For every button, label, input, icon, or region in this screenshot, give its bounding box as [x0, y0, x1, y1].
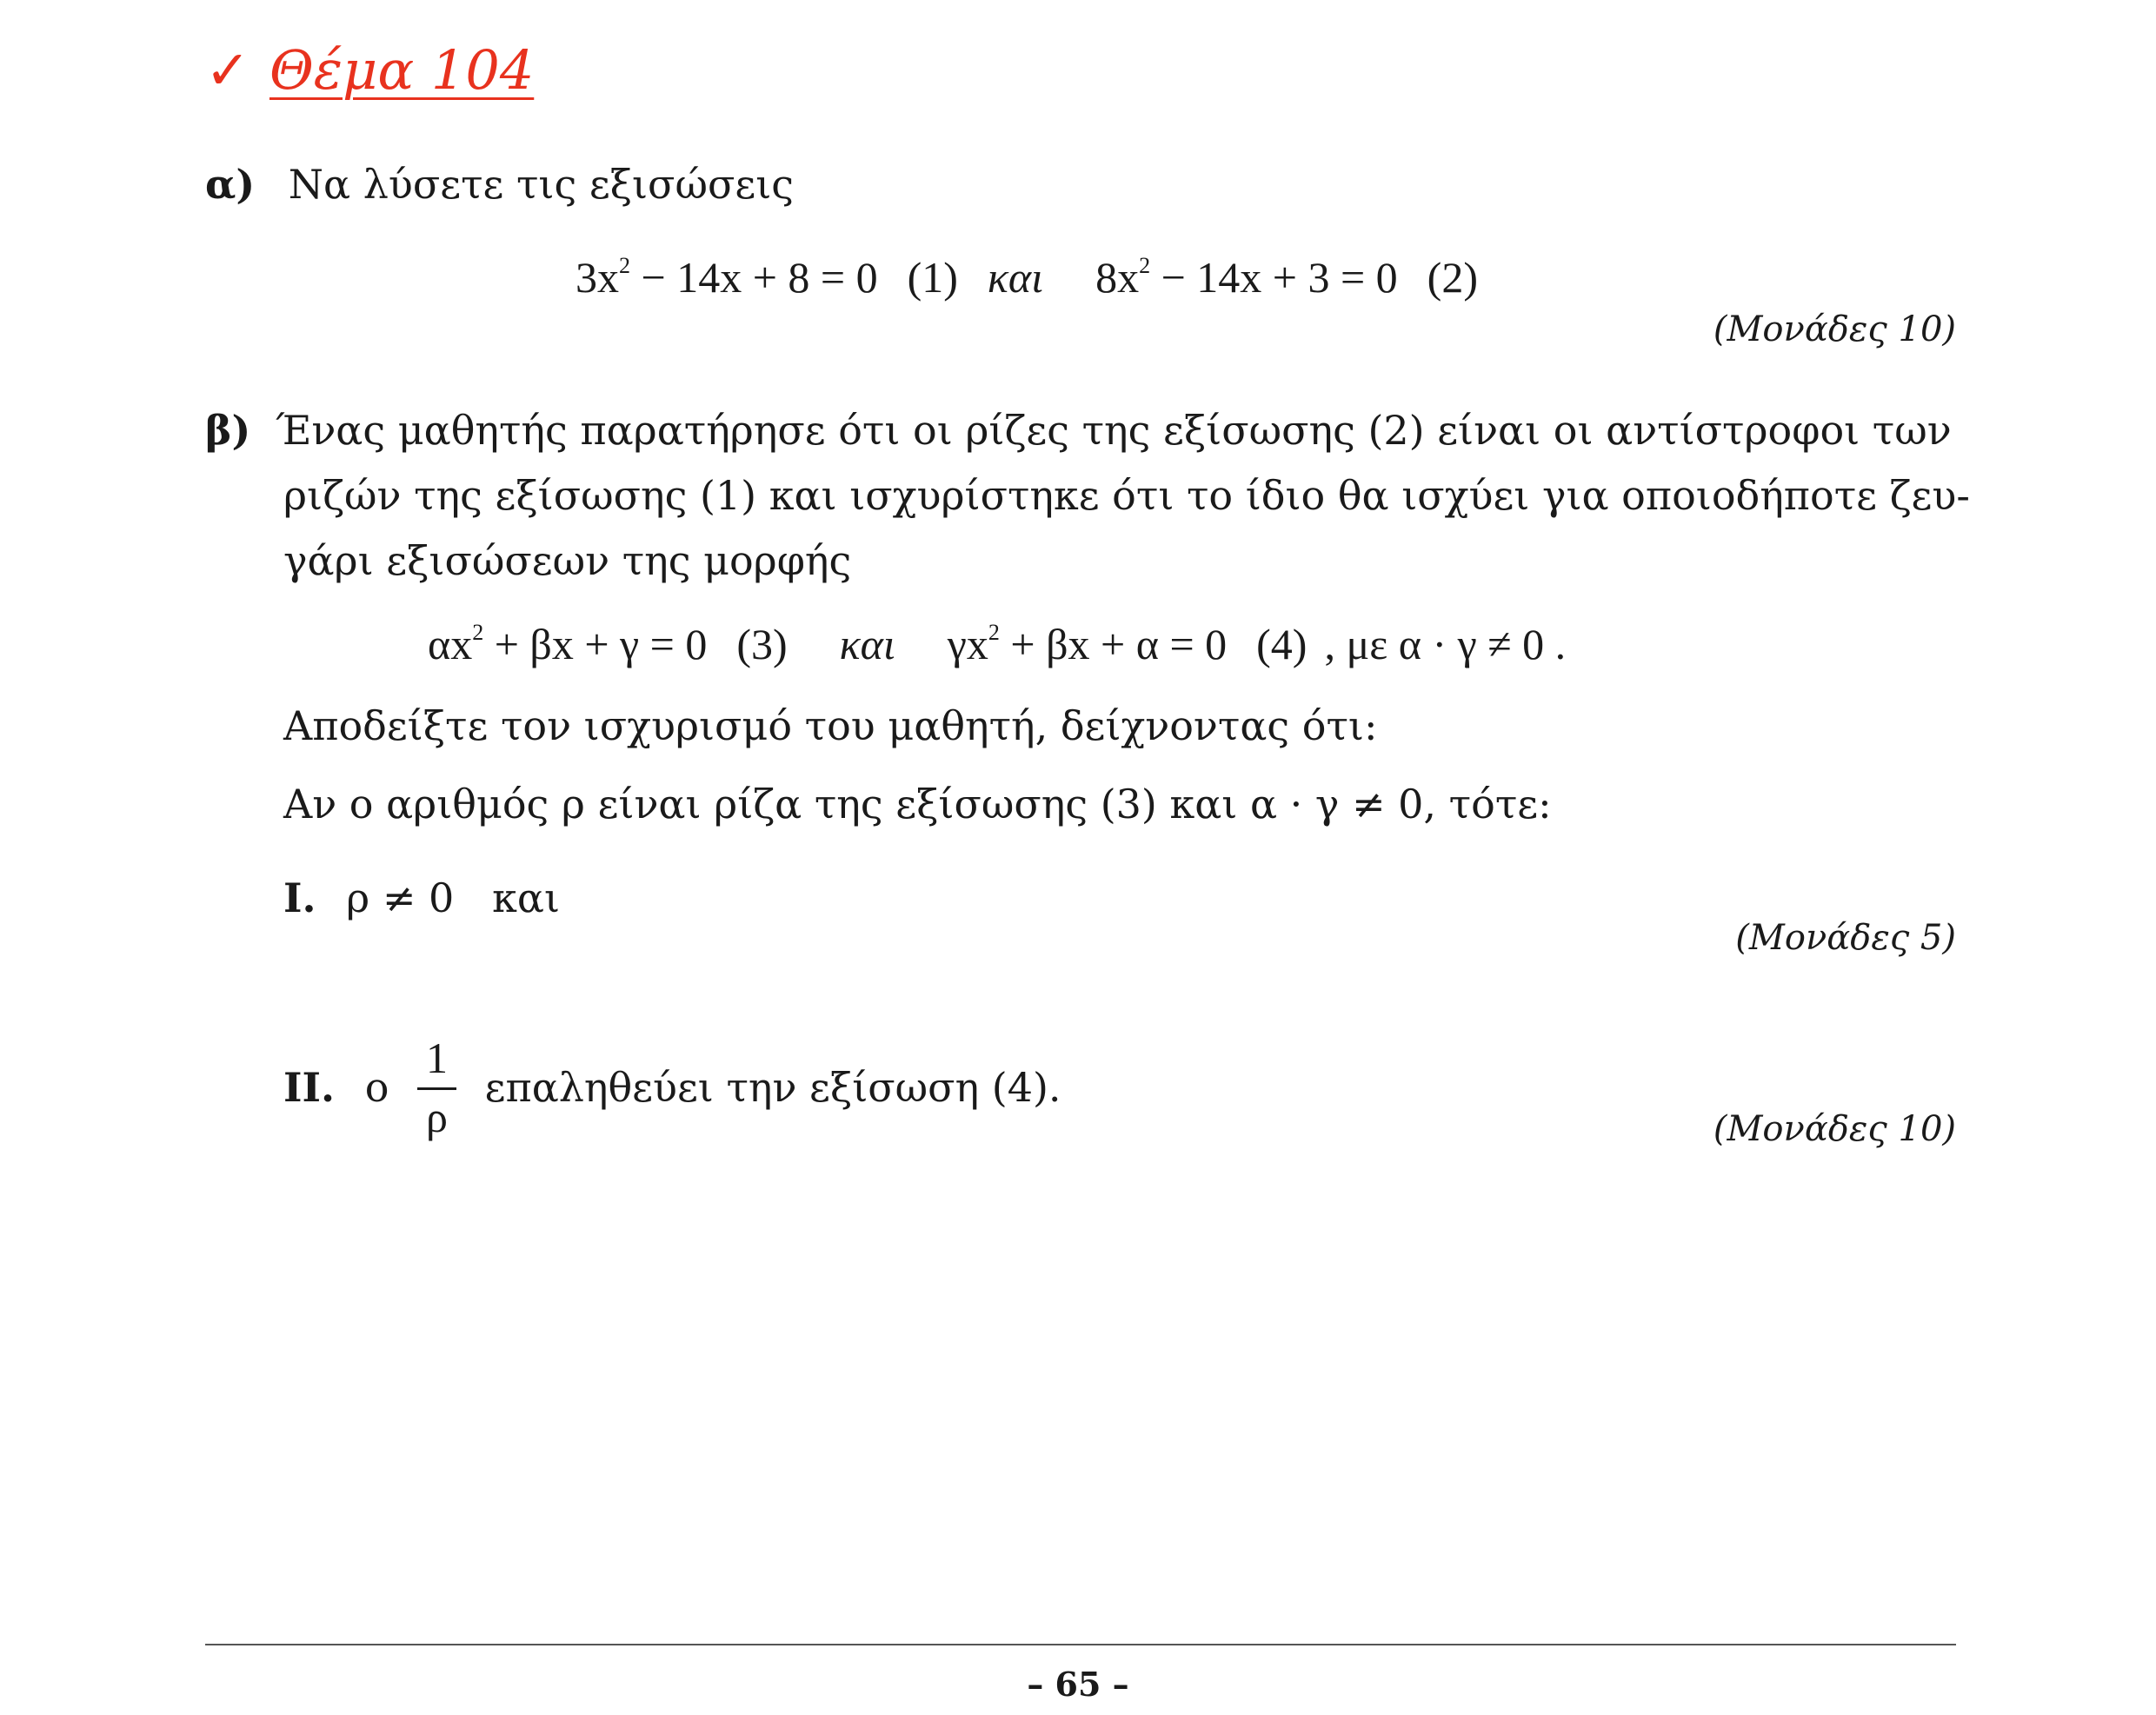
- part-a-line: [205, 161, 794, 208]
- connector-and: και: [839, 620, 895, 668]
- connector-and: και: [987, 253, 1044, 302]
- topic-title: [205, 38, 534, 102]
- prove-statement: Αποδείξτε τον ισχυρισμό του μαθητή, δείχνοντας ότι:: [283, 702, 1378, 749]
- equation-4-number: (4): [1256, 620, 1308, 668]
- equation-2-number: (2): [1427, 253, 1478, 302]
- page-number: – 65 –: [1027, 1665, 1129, 1704]
- fraction-one-over-rho: [417, 1034, 456, 1141]
- part-b-line-3: γάρι εξισώσεων της μορφής: [283, 537, 852, 584]
- part-a-text: Να λύσετε τις εξισώσεις: [288, 161, 794, 208]
- equation-1: $3x^2 - 14x + 8 = 0$: [576, 253, 878, 302]
- part-b-line-1: β) Ένας μαθητής παρατήρησε ότι οι ρίζες της εξίσωσης (2) είναι οι αντίστροφοι των: [205, 407, 1952, 454]
- item-ii: [283, 1034, 1061, 1141]
- equation-2: $8x^2 - 14x + 3 = 0$: [1095, 253, 1398, 302]
- if-statement: Αν ο αριθμός ρ είναι ρίζα της εξίσωσης (3) και α · γ ≠ 0, τότε:: [283, 781, 1552, 828]
- checkmark-icon: ✓: [205, 38, 250, 102]
- marks-part-a: (Μονάδες 10): [1713, 309, 1956, 349]
- part-b-line-2: ριζών της εξίσωσης (1) και ισχυρίστηκε ότι το ίδιο θα ισχύει για οποιοδήποτε ζευ-: [283, 472, 1970, 519]
- item-ii-pre: ο: [364, 1064, 389, 1112]
- item-i-text: ρ ≠ 0 και: [346, 874, 560, 921]
- marks-item-i: (Μονάδες 5): [1735, 918, 1956, 958]
- part-a-label: α): [205, 161, 256, 208]
- fraction-numerator: 1: [417, 1034, 456, 1090]
- item-i: [283, 874, 560, 921]
- equations-3-4: [428, 619, 1566, 669]
- equation-3-number: (3): [736, 620, 788, 668]
- equation-4: $\gamma x^2 + \beta x + \alpha = 0$: [947, 620, 1228, 668]
- fraction-denominator: ρ: [426, 1093, 448, 1141]
- part-b-label: β): [205, 407, 251, 454]
- equation-3: $\alpha x^2 + \beta x + \gamma = 0$: [428, 620, 708, 668]
- topic-title-text: Θέμα 104: [269, 38, 535, 102]
- marks-item-ii: (Μονάδες 10): [1713, 1109, 1956, 1149]
- equations-1-2: [576, 252, 1478, 302]
- item-ii-text: επαληθεύει την εξίσωση (4).: [484, 1064, 1061, 1112]
- equation-1-number: (1): [907, 253, 958, 302]
- footer-divider: [205, 1644, 1956, 1645]
- condition: , με α · γ ≠ 0 .: [1324, 620, 1567, 668]
- item-i-label: I.: [283, 874, 316, 921]
- item-ii-label: II.: [283, 1064, 336, 1112]
